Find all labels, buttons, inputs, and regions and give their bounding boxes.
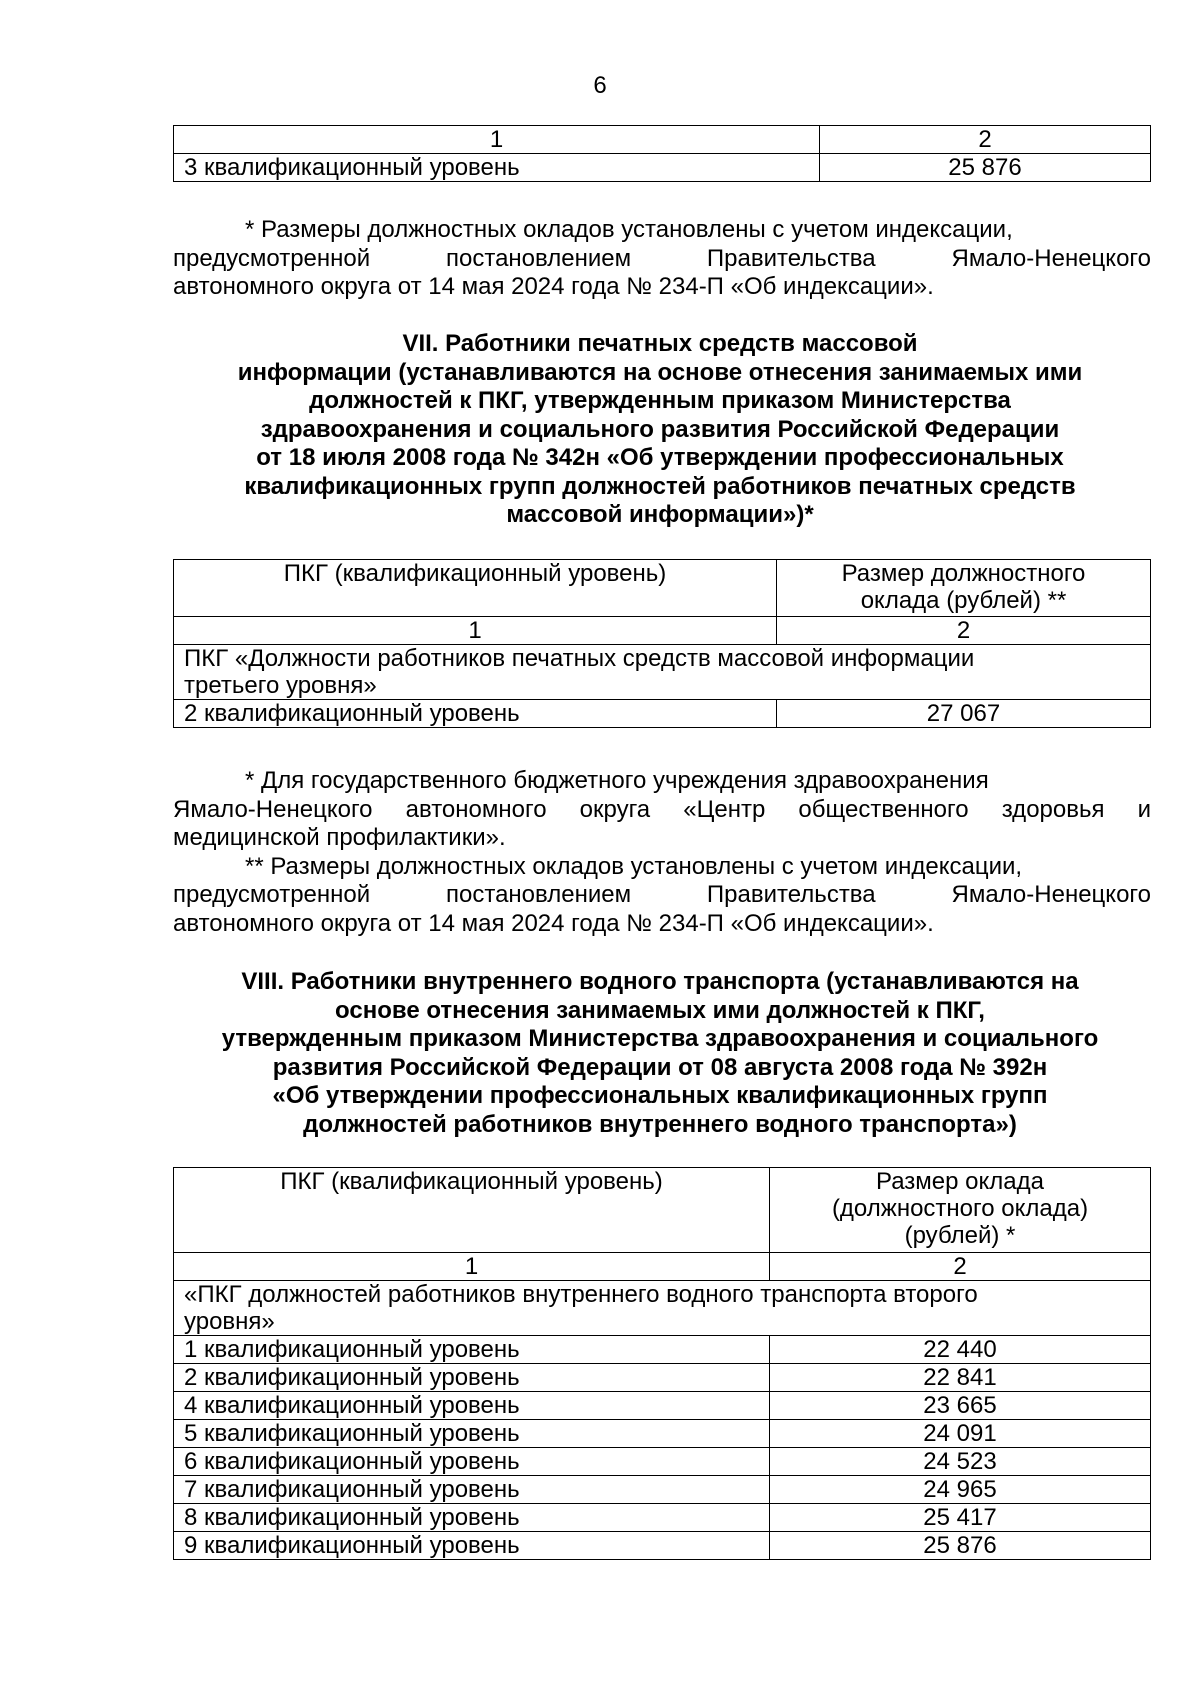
table-group-row bbox=[174, 1281, 1151, 1336]
heading-line: «Об утверждении профессиональных квалификационных групп bbox=[272, 1082, 1048, 1109]
pkg-group-title bbox=[174, 1281, 1151, 1336]
heading-line: квалификационных групп должностей работников печатных средств bbox=[244, 472, 1076, 500]
heading-line: утвержденным приказом Министерства здравоохранения и социального bbox=[221, 1025, 1099, 1052]
group-title-line: ПКГ «Должности работников печатных средств массовой информации bbox=[184, 645, 975, 672]
section-viii-heading bbox=[140, 968, 1180, 1139]
header-salary-line: Размер оклада bbox=[876, 1168, 1044, 1195]
footnote-line: * Размеры должностных окладов установлены с учетом индексации, bbox=[245, 216, 1013, 243]
footnote-line: ** Размеры должностных окладов установлены с учетом индексации, bbox=[245, 852, 1023, 880]
qualification-level: 5 квалификационный уровень bbox=[174, 1420, 770, 1448]
salary-value: 22 440 bbox=[770, 1336, 1151, 1364]
header-salary-line: Размер должностного bbox=[841, 560, 1086, 587]
salary-value: 25 876 bbox=[820, 154, 1151, 182]
heading-line: основе отнесения занимаемых ими должностей к ПКГ, bbox=[335, 996, 985, 1024]
salary-value: 24 523 bbox=[770, 1448, 1151, 1476]
table-row bbox=[174, 154, 1151, 182]
qualification-level: 8 квалификационный уровень bbox=[174, 1504, 770, 1532]
footnote-line: автономного округа от 14 мая 2024 года № 234-П «Об индексации». bbox=[173, 273, 934, 300]
table-group-row bbox=[174, 645, 1151, 700]
column-number-1: 1 bbox=[174, 1253, 770, 1281]
salary-value: 24 091 bbox=[770, 1420, 1151, 1448]
page-number: 6 bbox=[593, 72, 607, 99]
column-number-1: 1 bbox=[174, 617, 777, 645]
salary-value: 23 665 bbox=[770, 1392, 1151, 1420]
table-header-row bbox=[174, 560, 1151, 617]
qualification-level: 6 квалификационный уровень bbox=[174, 1448, 770, 1476]
header-salary bbox=[770, 1168, 1151, 1253]
salary-value: 24 965 bbox=[770, 1476, 1151, 1504]
salary-value: 27 067 bbox=[777, 700, 1151, 728]
table-header-row bbox=[174, 1168, 1151, 1253]
qualification-level: 1 квалификационный уровень bbox=[174, 1336, 770, 1364]
heading-line: должностей работников внутреннего водного транспорта») bbox=[303, 1110, 1017, 1138]
heading-line: здравоохранения и социального развития Российской Федерации bbox=[260, 415, 1060, 443]
qualification-level: 2 квалификационный уровень bbox=[174, 700, 777, 728]
footnote-line: медицинской профилактики». bbox=[173, 824, 506, 851]
table-row bbox=[174, 1448, 1151, 1476]
footnote-line: предусмотренной постановлением Правительства Ямало-Ненецкого bbox=[173, 244, 1151, 272]
salary-value: 25 417 bbox=[770, 1504, 1151, 1532]
footnote-indexation bbox=[173, 216, 1151, 302]
column-number-2: 2 bbox=[777, 617, 1151, 645]
group-title-line: «ПКГ должностей работников внутреннего водного транспорта второго bbox=[184, 1281, 978, 1308]
table-row bbox=[174, 1504, 1151, 1532]
table-row bbox=[174, 1336, 1151, 1364]
header-salary-line: (рублей) * bbox=[904, 1222, 1016, 1249]
footnote-line: Ямало-Ненецкого автономного округа «Центр общественного здоровья и bbox=[173, 795, 1151, 823]
table-row bbox=[174, 1420, 1151, 1448]
header-qualification-level: ПКГ (квалификационный уровень) bbox=[174, 560, 777, 617]
qualification-level: 7 квалификационный уровень bbox=[174, 1476, 770, 1504]
group-title-line: третьего уровня» bbox=[184, 672, 377, 699]
heading-line: должностей к ПКГ, утвержденным приказом Министерства bbox=[309, 387, 1011, 414]
table-number-row bbox=[174, 1253, 1151, 1281]
table-continuation bbox=[173, 125, 1151, 182]
heading-line: информации (устанавливаются на основе отнесения занимаемых ими bbox=[237, 358, 1083, 386]
heading-line: массовой информации»)* bbox=[506, 501, 814, 528]
heading-line: VII. Работники печатных средств массовой bbox=[402, 330, 918, 357]
table-number-row bbox=[174, 126, 1151, 154]
header-qualification-level: ПКГ (квалификационный уровень) bbox=[174, 1168, 770, 1253]
qualification-level: 2 квалификационный уровень bbox=[174, 1364, 770, 1392]
table-row bbox=[174, 1532, 1151, 1560]
table-row bbox=[174, 1364, 1151, 1392]
column-number-1: 1 bbox=[174, 126, 820, 154]
qualification-level: 3 квалификационный уровень bbox=[174, 154, 820, 182]
group-title-line: уровня» bbox=[184, 1308, 275, 1335]
header-salary-line: (должностного оклада) bbox=[831, 1195, 1089, 1222]
pkg-group-title bbox=[174, 645, 1151, 700]
footnote-line: предусмотренной постановлением Правительства Ямало-Ненецкого bbox=[173, 881, 1151, 908]
table-row bbox=[174, 1476, 1151, 1504]
qualification-level: 9 квалификационный уровень bbox=[174, 1532, 770, 1560]
header-salary-line: оклада (рублей) ** bbox=[860, 587, 1067, 614]
footnote-line: автономного округа от 14 мая 2024 года № 234-П «Об индексации». bbox=[173, 909, 934, 937]
heading-line: VIII. Работники внутреннего водного транспорта (устанавливаются на bbox=[241, 968, 1079, 995]
column-number-2: 2 bbox=[770, 1253, 1151, 1281]
section-vii-table bbox=[173, 559, 1151, 728]
salary-value: 22 841 bbox=[770, 1364, 1151, 1392]
qualification-level: 4 квалификационный уровень bbox=[174, 1392, 770, 1420]
column-number-2: 2 bbox=[820, 126, 1151, 154]
section-vii-heading bbox=[140, 330, 1180, 530]
section-viii-table bbox=[173, 1167, 1151, 1560]
table-row bbox=[174, 1392, 1151, 1420]
table-row bbox=[174, 700, 1151, 728]
heading-line: развития Российской Федерации от 08 августа 2008 года № 392н bbox=[272, 1053, 1048, 1081]
header-salary bbox=[777, 560, 1151, 617]
section-vii-footnotes bbox=[173, 767, 1151, 938]
table-number-row bbox=[174, 617, 1151, 645]
heading-line: от 18 июля 2008 года № 342н «Об утверждении профессиональных bbox=[256, 444, 1064, 471]
salary-value: 25 876 bbox=[770, 1532, 1151, 1560]
footnote-line: * Для государственного бюджетного учреждения здравоохранения bbox=[245, 767, 989, 794]
